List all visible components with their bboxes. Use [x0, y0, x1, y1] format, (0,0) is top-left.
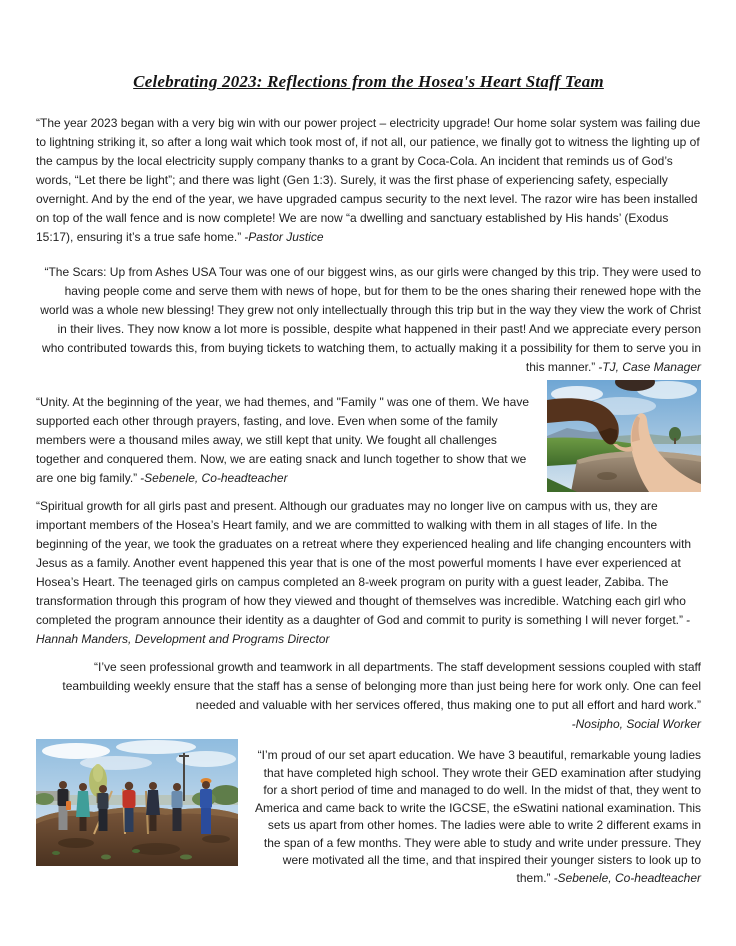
- quote-text: “I’m proud of our set apart education. We have 3 beautiful, remarkable young ladies that have completed high school. They wrote their GED examination after studying for a short period of time and managed to do well. In the midst of that, they went to America and came back to write the IGCSE, the eSwatini national examination. This sets us apart from other homes. The ladies were able to write 2 different exams in the span of a few months. They were able to study and write under pressure. They were motivated all the time, and that inspired their younger sisters to look up to them.”: [255, 748, 701, 885]
- unity-text-column: [36, 380, 538, 488]
- quote-text: “The Scars: Up from Ashes USA Tour was one of our biggest wins, as our girls were changed by this trip. They were used to having people come and serve them with news of hope, but for them to be the ones sharing their renewed hope with the world was a whole new blessing! They grew not only intellectually through this trip but in the way they view the work of Christ in their lives. They now know a lot more is possible, despite what happened in their past! And we appreciate every person who contributed towards this, from buying tickets to watching them, to actually making it a possibility for them to serve you in this manner.”: [40, 265, 701, 374]
- quote-attribution: -Sebenele, Co-headteacher: [140, 471, 288, 485]
- quote-text: “I’ve seen professional growth and teamwork in all departments. The staff development sessions coupled with staff teambuilding weekly ensure that the staff has a sense of belonging more than just being here for work only. One can feel needed and valuable with her services offered, thus making one to put all effort and hard work.”: [62, 660, 701, 712]
- tree-planting-group-photo: [36, 739, 238, 866]
- quote-paragraph-nosipho: [36, 658, 701, 734]
- quote-paragraph-sebenele-education: [248, 747, 701, 887]
- quote-attribution: -Sebenele, Co-headteacher: [553, 870, 701, 885]
- quote-attribution: -Pastor Justice: [244, 230, 324, 244]
- tree-planting-group-photo-graphic: [36, 739, 238, 866]
- quote-paragraph-hannah: [36, 497, 701, 649]
- quote-attribution: -Hannah Manders, Development and Programs Director: [36, 613, 691, 646]
- unity-section: [36, 380, 701, 492]
- quote-text: “Unity. At the beginning of the year, we had themes, and "Family " was one of them. We have supported each other through prayers, fasting, and love. Even when some of the family members were a thousand miles away, we still kept that unity. We fought all challenges together and conquered them. Now, we are eating snack and lunch together to show that we are one big family.”: [36, 395, 530, 485]
- quote-paragraph-pastor-justice: [36, 114, 701, 247]
- page-title: Celebrating 2023: Reflections from the Hosea's Heart Staff Team: [133, 72, 604, 91]
- quote-attribution: -TJ, Case Manager: [598, 360, 701, 374]
- quote-text: “Spiritual growth for all girls past and present. Although our graduates may no longer live on campus with us, they are important members of the Hosea’s Heart family, and we are committed to walking with them in all stages of life. In the beginning of the year, we took the graduates on a retreat where they experienced healing and life changing encounters with Jesus as a family. Another event happened this year that is one of the most powerful moments I have ever experienced at Hosea’s Heart. The teenaged girls on campus completed an 8-week program on purity with a guest leader, Zabiba. The transformation through this program of how they viewed and thought of themselves was incredible. Watching each girl who completed the program announce their identity as a daughter of God and commit to purity is something I will never forget.”: [36, 499, 692, 627]
- quote-text: “The year 2023 began with a very big win with our power project – electricity upgrade! Our home solar system was failing due to lightning striking it, so after a long wait which took most of, if not all, our patience, we finally got to witness the lighting up of the campus by the local electricity supply company thanks to a grant by Coca-Cola. An incident that reminds us of God’s words, “Let there be light”; and there was light (Gen 1:3). Surely, it was the first phase of experiencing safety, especially overnight. And by the end of the year, we have upgraded campus security to the next level. The razor wire has been installed on top of the wall fence and is now complete! We are now “a dwelling and sanctuary established by His hands’ (Exodus 15:17), ensuring it’s a true safe home.”: [36, 116, 701, 244]
- quote-paragraph-tj: [36, 263, 701, 377]
- quote-attribution: -Nosipho, Social Worker: [571, 717, 701, 731]
- heart-hands-photo: [547, 380, 701, 492]
- quote-paragraph-sebenele-unity: [36, 393, 538, 488]
- education-text-column: [238, 739, 701, 887]
- heart-hands-photo-graphic: [547, 380, 701, 492]
- education-section: [36, 739, 701, 887]
